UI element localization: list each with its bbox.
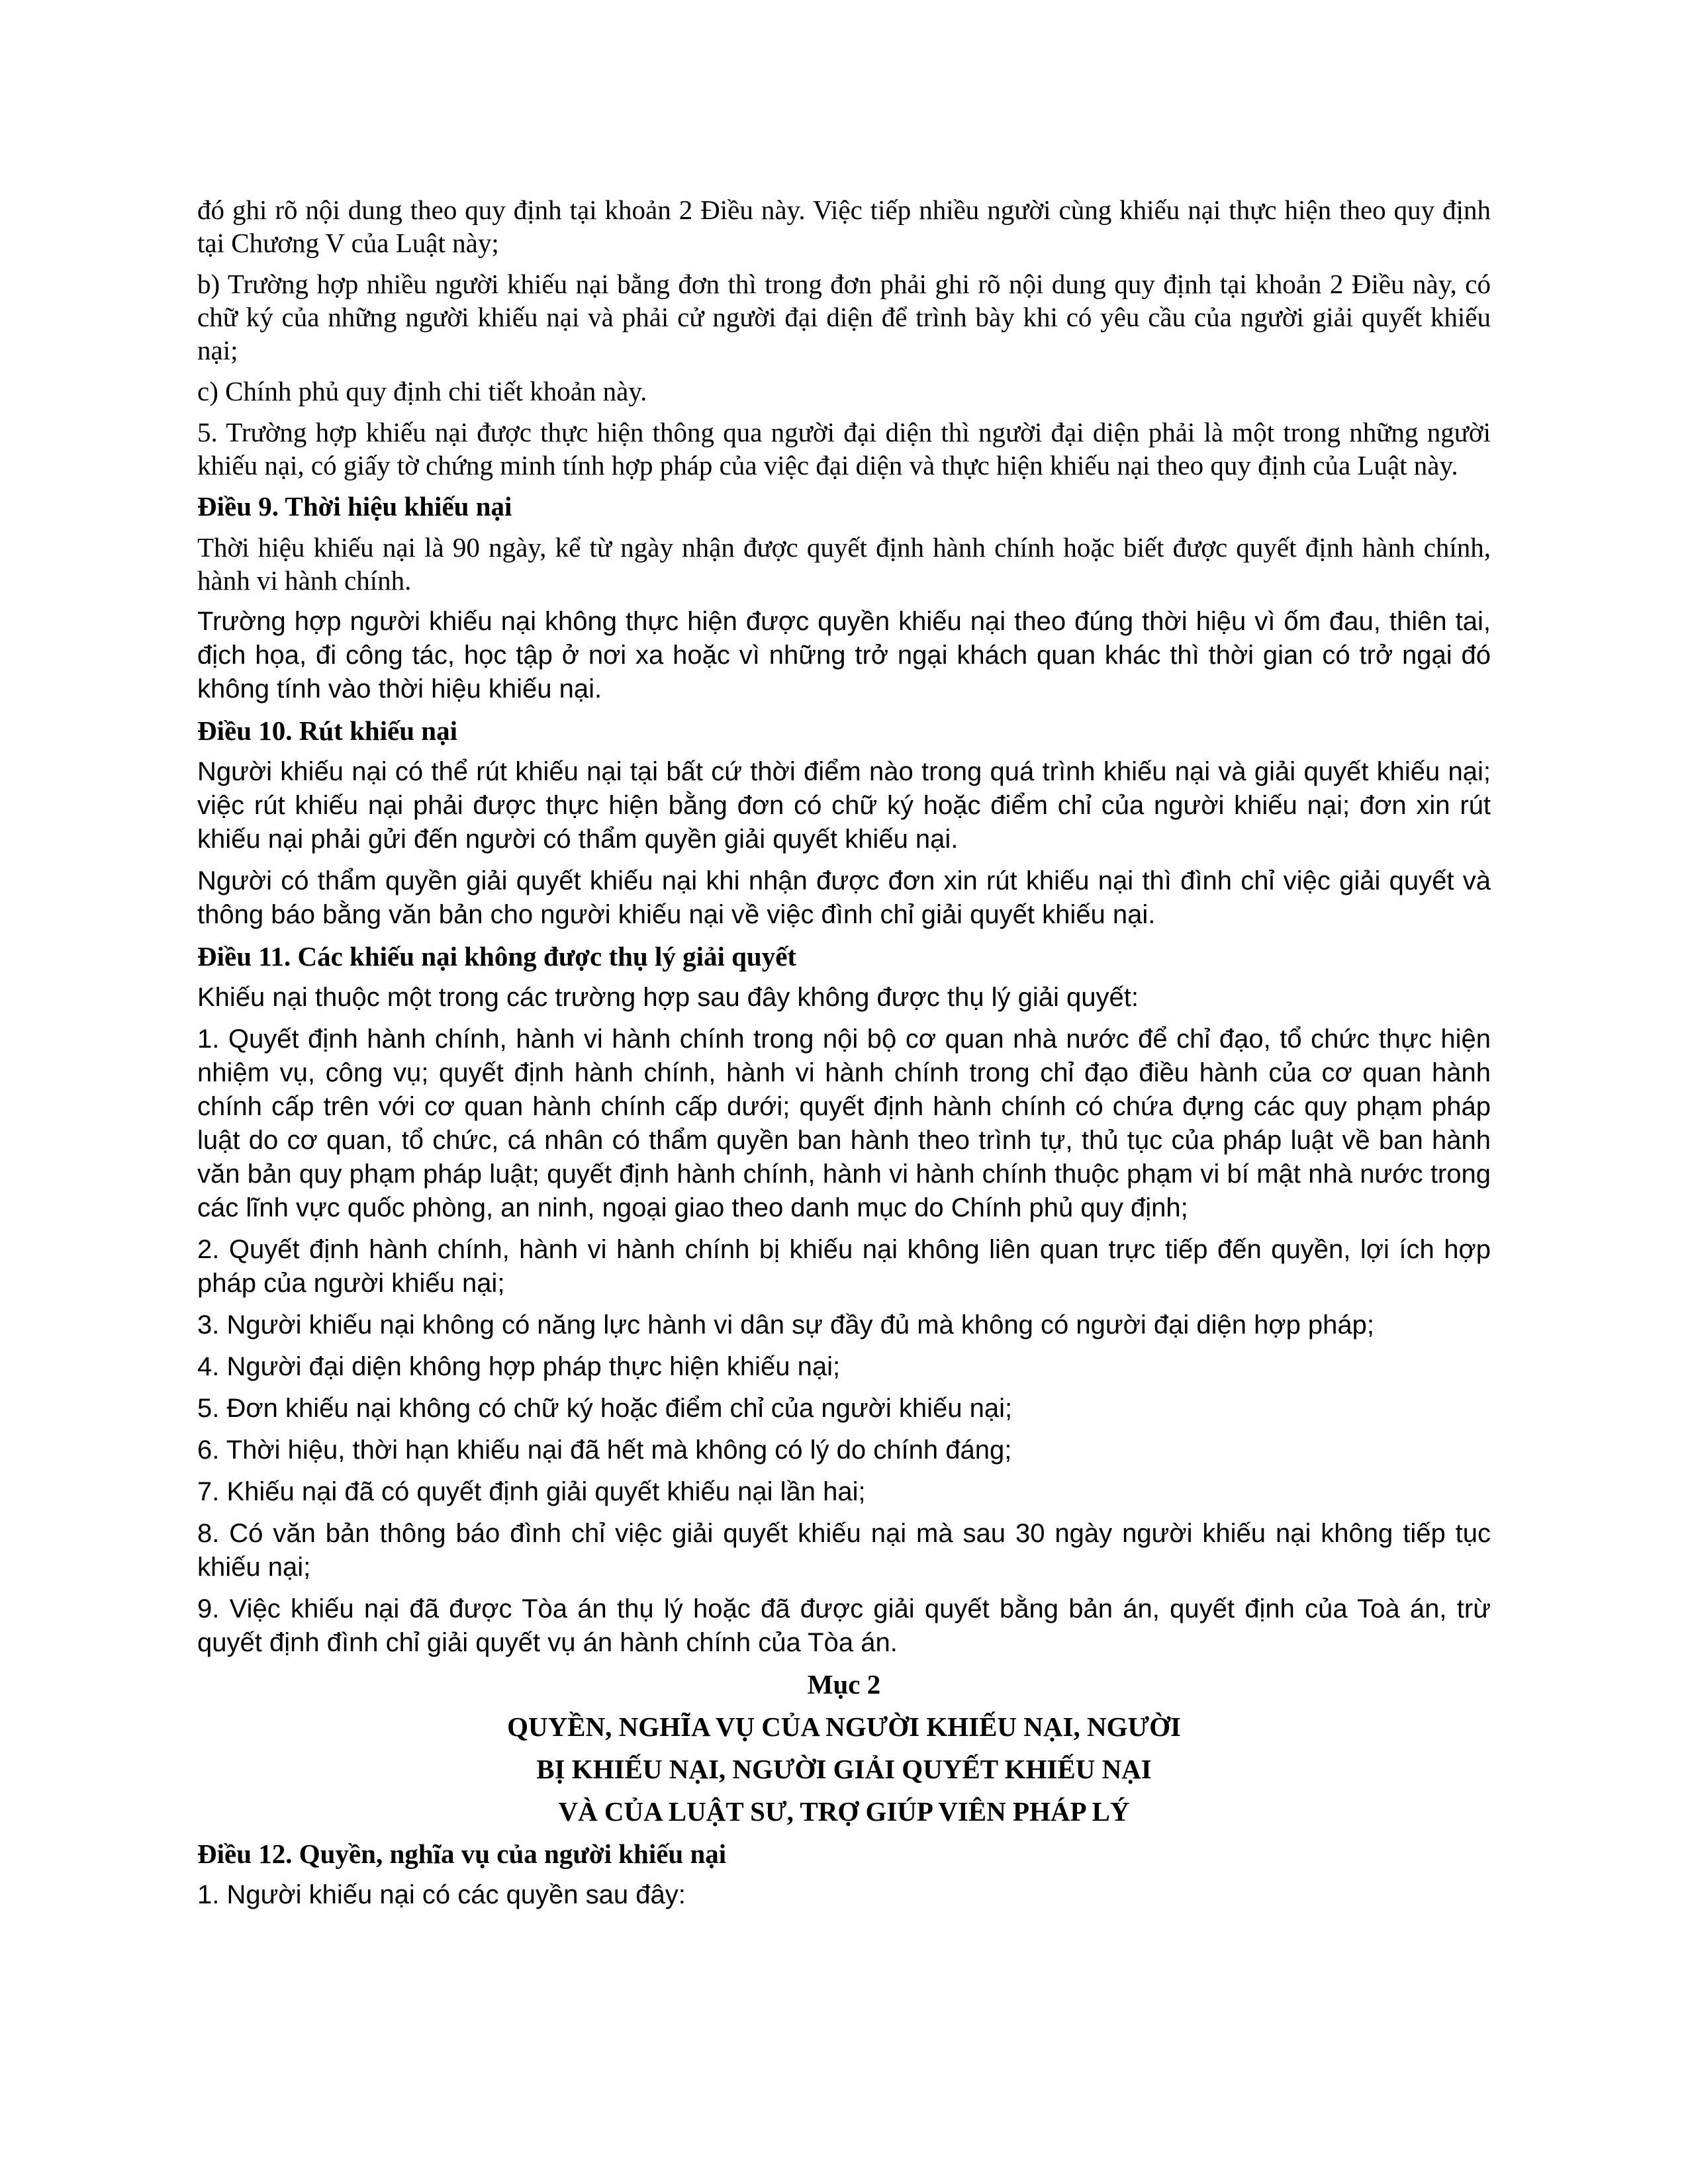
paragraph: đó ghi rõ nội dung theo quy định tại khoản 2 Điều này. Việc tiếp nhiều người cùng khiếu nại thực hiện theo quy định tại Chương V của Luật này; <box>197 195 1491 258</box>
list-item: 2. Quyết định hành chính, hành vi hành chính bị khiếu nại không liên quan trực tiếp đến quyền, lợi ích hợp pháp của người khiếu nại; <box>197 1235 1491 1298</box>
list-item: 6. Thời hiệu, thời hạn khiếu nại đã hết mà không có lý do chính đáng; <box>197 1435 1012 1465</box>
article-heading-10: Điều 10. Rút khiếu nại <box>197 715 458 746</box>
paragraph: 5. Trường hợp khiếu nại được thực hiện thông qua người đại diện thì người đại diện phải là một trong những người khiếu nại, có giấy tờ chứng minh tính hợp pháp của việc đại diện và thực hiện khiếu nại theo quy định của Luật này. <box>197 417 1491 480</box>
section-title-line: VÀ CỦA LUẬT SƯ, TRỢ GIÚP VIÊN PHÁP LÝ <box>558 1796 1130 1827</box>
paragraph: 1. Người khiếu nại có các quyền sau đây: <box>197 1880 686 1909</box>
paragraph: Trường hợp người khiếu nại không thực hiện được quyền khiếu nại theo đúng thời hiệu vì ốm đau, thiên tai, địch họa, đi công tác, học tập ở nơi xa hoặc vì những trở ngại khách quan khác thì thời gian có trở ngại đó không tính vào thời hiệu khiếu nại. <box>197 607 1491 704</box>
list-item: 3. Người khiếu nại không có năng lực hành vi dân sự đầy đủ mà không có người đại diện hợp pháp; <box>197 1310 1375 1340</box>
list-item: 7. Khiếu nại đã có quyết định giải quyết khiếu nại lần hai; <box>197 1477 866 1506</box>
paragraph: Thời hiệu khiếu nại là 90 ngày, kể từ ngày nhận được quyết định hành chính hoặc biết được quyết định hành chính, hành vi hành chính. <box>197 532 1491 596</box>
paragraph: Người khiếu nại có thể rút khiếu nại tại bất cứ thời điểm nào trong quá trình khiếu nại và giải quyết khiếu nại; việc rút khiếu nại phải được thực hiện bằng đơn có chữ ký hoặc điểm chỉ của người khiếu nại; đơn xin rút khiếu nại phải gửi đến người có thẩm quyền giải quyết khiếu nại. <box>197 757 1491 854</box>
article-heading-11: Điều 11. Các khiếu nại không được thụ lý giải quyết <box>197 941 797 972</box>
paragraph: c) Chính phủ quy định chi tiết khoản này. <box>197 376 647 406</box>
list-item: 1. Quyết định hành chính, hành vi hành chính trong nội bộ cơ quan nhà nước để chỉ đạo, tổ chức thực hiện nhiệm vụ, công vụ; quyết định hành chính, hành vi hành chính trong chỉ đạo điều hành của cơ quan hành chính cấp trên với cơ quan hành chính cấp dưới; quyết định hành chính có chứa đựng các quy phạm pháp luật do cơ quan, tổ chức, cá nhân có thẩm quyền ban hành theo trình tự, thủ tục của pháp luật về ban hành văn bản quy phạm pháp luật; quyết định hành chính, hành vi hành chính thuộc phạm vi bí mật nhà nước trong các lĩnh vực quốc phòng, an ninh, ngoại giao theo danh mục do Chính phủ quy định; <box>197 1024 1491 1222</box>
section-label: Mục 2 <box>807 1669 881 1700</box>
paragraph: b) Trường hợp nhiều người khiếu nại bằng đơn thì trong đơn phải ghi rõ nội dung quy định tại khoản 2 Điều này, có chữ ký của những người khiếu nại và phải cử người đại diện để trình bày khi có yêu cầu của người giải quyết khiếu nại; <box>197 269 1491 365</box>
list-item: 8. Có văn bản thông báo đình chỉ việc giải quyết khiếu nại mà sau 30 ngày người khiếu nại không tiếp tục khiếu nại; <box>197 1519 1491 1582</box>
article-heading-12: Điều 12. Quyền, nghĩa vụ của người khiếu nại <box>197 1839 727 1869</box>
list-item: 4. Người đại diện không hợp pháp thực hiện khiếu nại; <box>197 1352 841 1381</box>
paragraph: Người có thẩm quyền giải quyết khiếu nại khi nhận được đơn xin rút khiếu nại thì đình chỉ việc giải quyết và thông báo bằng văn bản cho người khiếu nại về việc đình chỉ giải quyết khiếu nại. <box>197 866 1491 929</box>
section-title-line: QUYỀN, NGHĨA VỤ CỦA NGƯỜI KHIẾU NẠI, NGƯỜI <box>507 1711 1181 1742</box>
paragraph: Khiếu nại thuộc một trong các trường hợp sau đây không được thụ lý giải quyết: <box>197 983 1139 1012</box>
list-item: 9. Việc khiếu nại đã được Tòa án thụ lý hoặc đã được giải quyết bằng bản án, quyết định của Toà án, trừ quyết định đình chỉ giải quyết vụ án hành chính của Tòa án. <box>197 1594 1491 1657</box>
document-page <box>197 193 1491 1920</box>
article-heading-9: Điều 9. Thời hiệu khiếu nại <box>197 491 512 522</box>
list-item: 5. Đơn khiếu nại không có chữ ký hoặc điểm chỉ của người khiếu nại; <box>197 1394 1013 1423</box>
section-title-line: BỊ KHIẾU NẠI, NGƯỜI GIẢI QUYẾT KHIẾU NẠI <box>536 1754 1152 1784</box>
